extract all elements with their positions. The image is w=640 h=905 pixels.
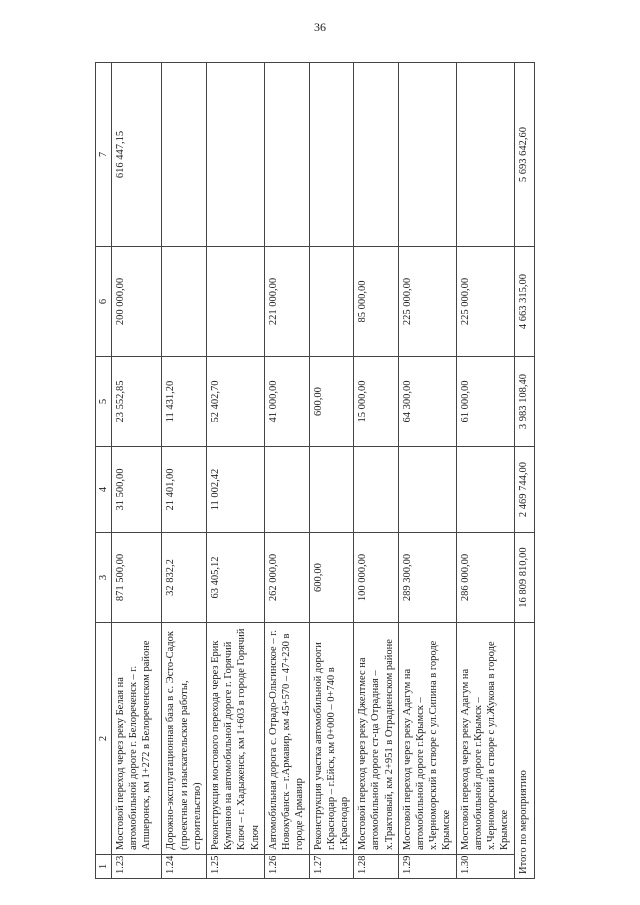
row-description: Реконструкция участка автомобильной дороги г.Краснодар – г.Ейск, км 0+000 – 0+740 в г.Краснодар [309,623,354,855]
col-header: 7 [96,63,112,247]
total-label: Итого по мероприятию [514,623,534,879]
header-row [96,63,112,879]
row-value: 11 431,20 [162,357,207,447]
row-value [265,63,310,247]
col-header: 3 [96,533,112,623]
row-value [265,447,310,533]
row-description: Мостовой переход через реку Адагум на автомобильной дороге г.Крымск – х.Черноморский в створе с ул.Сипина в городе Крымске [399,623,457,855]
data-table [95,62,535,879]
table-row [207,63,265,879]
row-value: 61 000,00 [456,357,514,447]
row-value: 41 000,00 [265,357,310,447]
table-row [399,63,457,879]
row-value: 225 000,00 [399,247,457,357]
row-index: 1.27 [309,855,354,879]
row-value: 85 000,00 [354,247,399,357]
table-row [112,63,162,879]
col-header: 2 [96,623,112,855]
col-header: 1 [96,855,112,879]
row-value: 200 000,00 [112,247,162,357]
row-value: 871 500,00 [112,533,162,623]
row-index: 1.29 [399,855,457,879]
table-row [309,63,354,879]
row-value [456,447,514,533]
col-header: 6 [96,247,112,357]
row-description: Дорожно-эксплуатационная база в с. Эсто-Садок (проектные и изыскательские работы, строительство) [162,623,207,855]
row-value: 600,00 [309,357,354,447]
row-value [399,63,457,247]
row-index: 1.24 [162,855,207,879]
row-index: 1.28 [354,855,399,879]
row-index: 1.26 [265,855,310,879]
total-value: 16 809 810,00 [514,533,534,623]
row-value [456,63,514,247]
row-description: Автомобильная дорога с. Отрадо-Ольгинское – г. Новокубанск – г.Армавир, км 45+570 – 47+230 в городе Армавир [265,623,310,855]
row-value: 32 832,2 [162,533,207,623]
table-row [162,63,207,879]
row-value: 15 000,00 [354,357,399,447]
row-value: 11 002,42 [207,447,265,533]
row-value [207,63,265,247]
row-value [399,447,457,533]
row-index: 1.30 [456,855,514,879]
row-value: 600,00 [309,533,354,623]
row-value [309,447,354,533]
row-value: 64 300,00 [399,357,457,447]
row-value [162,247,207,357]
page-number: 36 [314,20,326,34]
row-index: 1.25 [207,855,265,879]
row-value [354,447,399,533]
row-description: Реконструкция мостового перехода через Ерик Кумпанов на автомобильной дороге г. Горячий Ключ – г. Хадыженск, км 1+603 в городе Горячий Ключ [207,623,265,855]
row-value [309,247,354,357]
row-value: 63 405,12 [207,533,265,623]
row-value [162,63,207,247]
row-value: 221 000,00 [265,247,310,357]
total-value: 4 663 315,00 [514,247,534,357]
row-value [354,63,399,247]
row-value: 31 500,00 [112,447,162,533]
total-value: 3 983 108,40 [514,357,534,447]
row-value: 21 401,00 [162,447,207,533]
table-row [354,63,399,879]
table-container [95,63,535,879]
row-value [207,247,265,357]
total-row [514,63,534,879]
total-value: 5 693 642,60 [514,63,534,247]
row-value: 52 402,70 [207,357,265,447]
row-value: 23 552,85 [112,357,162,447]
col-header: 5 [96,357,112,447]
total-value: 2 469 744,00 [514,447,534,533]
row-description: Мостовой переход через реку Адагум на автомобильной дороге г.Крымск – х.Черноморский в створе с ул.Жукова в городе Крымске [456,623,514,855]
row-index: 1.23 [112,855,162,879]
table-row [265,63,310,879]
table-row [456,63,514,879]
row-value: 262 000,00 [265,533,310,623]
row-description: Мостовой переход через реку Джелтмес на автомобильной дороге ст-ца Отрадная – х.Трактовый, км 2+951 в Отрадненском районе [354,623,399,855]
row-value: 616 447,15 [112,63,162,247]
row-value: 289 300,00 [399,533,457,623]
row-value [309,63,354,247]
row-description: Мостовой переход через реку Белая на автомобильной дороге г. Белореченск – г. Апшеронск, км 1+272 в Белореченском районе [112,623,162,855]
row-value: 100 000,00 [354,533,399,623]
row-value: 225 000,00 [456,247,514,357]
col-header: 4 [96,447,112,533]
row-value: 286 000,00 [456,533,514,623]
